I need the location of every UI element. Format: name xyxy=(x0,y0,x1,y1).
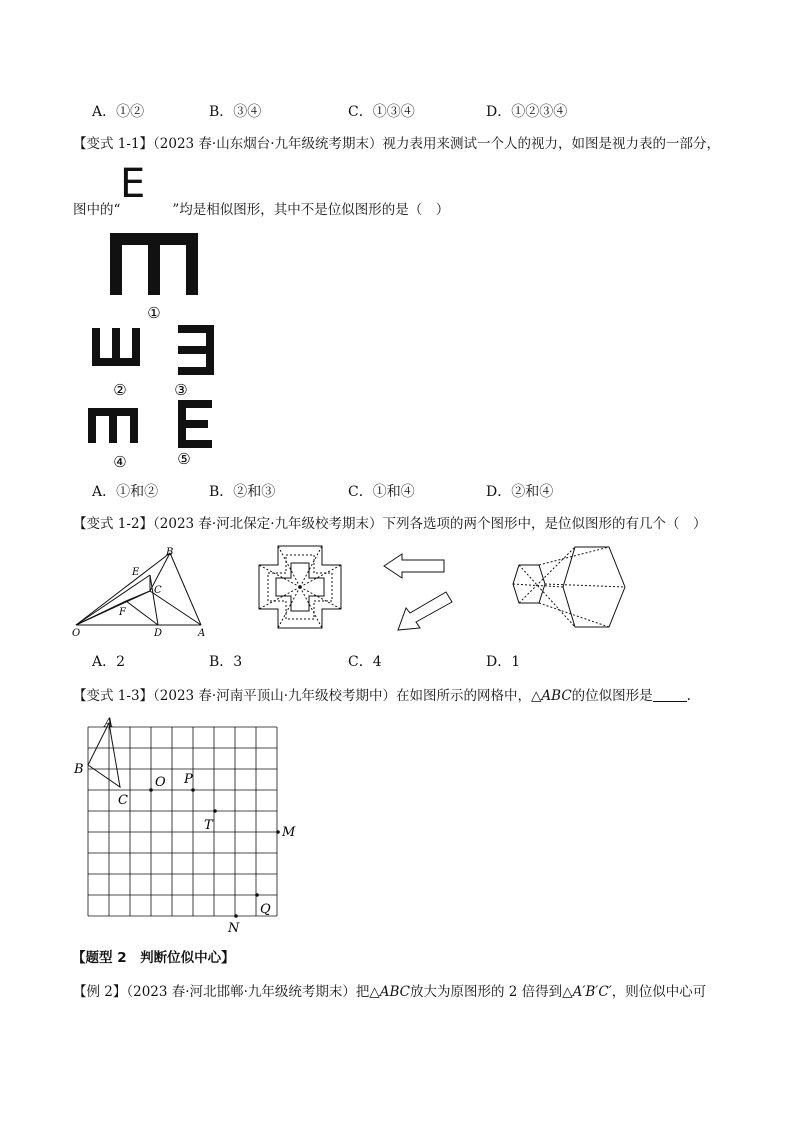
q11-option-d: D．②和④ xyxy=(486,484,554,500)
option-c: C．①③④ xyxy=(348,104,415,120)
q13-text-pre: 【变式 1-3】（2023 春·河南平顶山·九年级校考期中）在如图所示的网格中， xyxy=(73,688,532,704)
q12-option-d: D．1 xyxy=(486,654,521,670)
pt-f: F xyxy=(119,607,126,618)
grid-label-a: A xyxy=(104,716,114,731)
answer-blank xyxy=(653,687,687,702)
ex2-tri1: △ABC xyxy=(369,984,411,1000)
option-a: A．①② xyxy=(92,104,145,120)
grid-figure xyxy=(70,715,310,940)
pt-a: A xyxy=(198,628,206,639)
q12-option-c: C．4 xyxy=(348,654,382,670)
example-2-text xyxy=(73,982,706,1002)
q11-option-c: C．①和④ xyxy=(348,484,415,500)
pt-e: E xyxy=(132,567,140,578)
q11-text-line1: 【变式 1-1】（2023 春·山东烟台·九年级统考期末）视力表用来测试一个人的视力，如图是视力表的一部分， xyxy=(73,136,721,152)
grid-label-n: N xyxy=(228,921,240,936)
cross-figure xyxy=(256,543,346,633)
q13-end: . xyxy=(686,688,691,704)
grid-label-c: C xyxy=(118,793,128,808)
label-2: ② xyxy=(113,381,127,399)
q13-text-post: 的位似图形是 xyxy=(571,688,653,704)
grid-label-o: O xyxy=(155,775,166,790)
label-4: ④ xyxy=(113,453,127,471)
section-heading: 【题型 2 判断位似中心】 xyxy=(72,950,235,966)
ex2-pre: 【例 2】（2023 春·河北邯郸·九年级统考期末）把 xyxy=(73,984,370,1000)
inline-e-glyph: E xyxy=(120,161,146,207)
pt-o: O xyxy=(72,628,81,639)
grid-label-t: T xyxy=(204,818,213,833)
grid-label-q: Q xyxy=(260,902,271,917)
q11-option-a: A．①和② xyxy=(92,484,159,500)
label-5: ⑤ xyxy=(177,450,191,468)
ex2-mid: 放大为原图形的 2 倍得到 xyxy=(410,984,563,1000)
label-3: ③ xyxy=(174,381,188,399)
pt-d: D xyxy=(154,628,163,639)
q12-option-b: B．3 xyxy=(209,654,243,670)
ex2-post: ，则位似中心可 xyxy=(611,984,707,1000)
grid-label-p: P xyxy=(184,772,193,787)
grid-label-m: M xyxy=(282,825,296,840)
pt-c: C xyxy=(154,585,162,596)
ex2-tri2: △A′B′C′ xyxy=(562,984,612,1000)
option-b: B．③④ xyxy=(209,104,262,120)
q12-text: 【变式 1-2】（2023 春·河北保定·九年级校考期末）下列各选项的两个图形中，是位似图形的有几个（ ） xyxy=(73,516,707,532)
q11-text-pre: 图中的“ xyxy=(73,202,121,218)
e-shape-4 xyxy=(88,408,138,443)
e-shape-1 xyxy=(110,233,198,295)
option-d: D．①②③④ xyxy=(486,104,568,120)
pt-b: B xyxy=(166,547,174,558)
q13-triangle: △ABC xyxy=(531,688,572,704)
e-shape-5 xyxy=(178,400,212,448)
eye-chart-figure xyxy=(80,228,240,478)
label-1: ① xyxy=(147,304,161,322)
hexagon-figure xyxy=(505,543,635,633)
e-shape-3 xyxy=(178,325,214,375)
q11-option-b: B．②和③ xyxy=(209,484,276,500)
arrows-figure xyxy=(380,550,470,635)
triangle-figure xyxy=(66,545,216,640)
q12-option-a: A．2 xyxy=(92,654,126,670)
triangle-abc xyxy=(88,723,120,787)
grid-label-b: B xyxy=(74,762,84,777)
q11-text-post: ”均是相似图形，其中不是位似图形的是（ ） xyxy=(172,202,450,218)
e-shape-2 xyxy=(92,328,140,366)
q13-text xyxy=(73,686,691,706)
